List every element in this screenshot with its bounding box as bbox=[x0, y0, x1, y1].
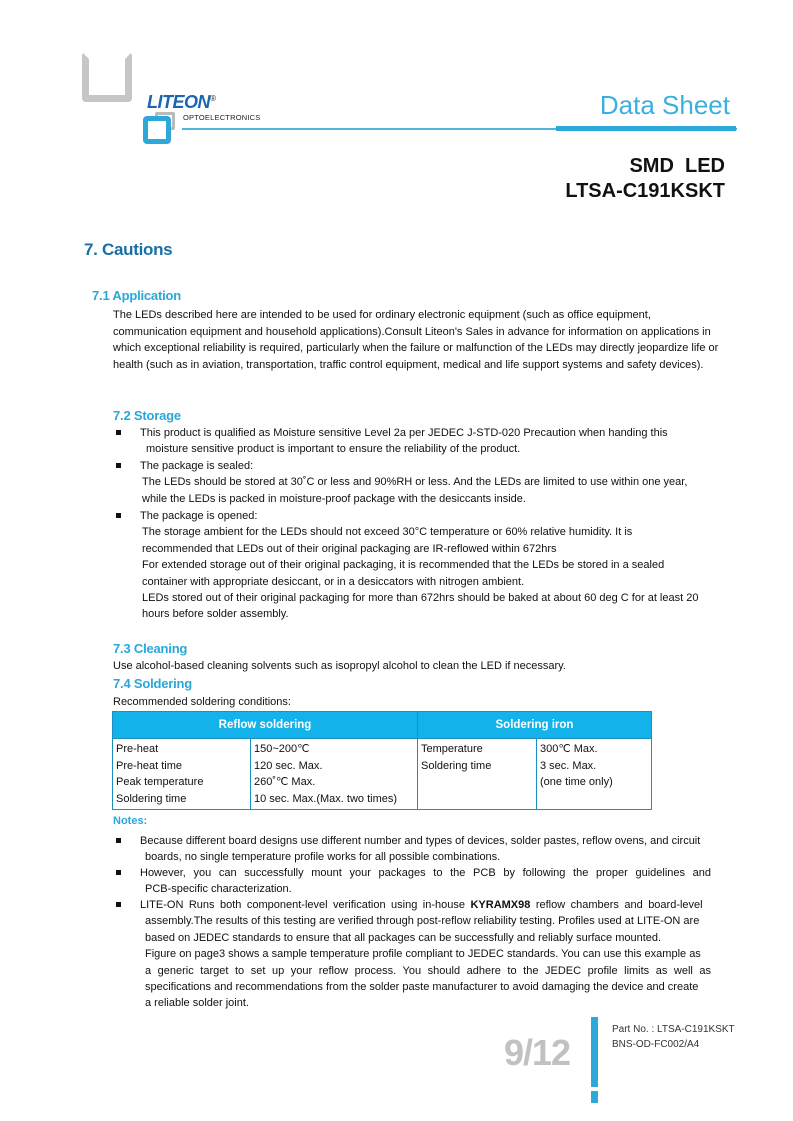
footer-info bbox=[612, 1022, 735, 1052]
note-text: reflow chambers and board-level bbox=[530, 899, 703, 911]
bullet-icon bbox=[116, 838, 121, 843]
notes-label: Notes: bbox=[113, 815, 148, 827]
storage-heading: 7.2 Storage bbox=[113, 408, 181, 423]
note-line bbox=[140, 897, 718, 913]
table-cell-value: 150~200℃ bbox=[254, 743, 310, 755]
note-item bbox=[140, 865, 718, 898]
storage-line: container with appropriate desiccant, or in a desiccators with nitrogen ambient. bbox=[142, 575, 525, 588]
storage-line: recommended that LEDs out of their original packaging are IR-reflowed within 672hrs bbox=[142, 542, 557, 555]
table-cell-value: 260˚℃ Max. bbox=[254, 776, 316, 789]
storage-line: This product is qualified as Moisture sensitive Level 2a per JEDEC J-STD-020 Precaution when handing this bbox=[140, 427, 668, 439]
storage-line: The LEDs should be stored at 30˚C or less and 90%RH or less. And the LEDs are limited to use within one year, bbox=[142, 476, 688, 489]
soldering-heading: 7.4 Soldering bbox=[113, 676, 193, 691]
note-line: boards, no single temperature profile works for all possible combinations. bbox=[145, 851, 501, 864]
storage-line: The storage ambient for the LEDs should not exceed 30°C temperature or 60% relative humidity. It is bbox=[142, 526, 633, 539]
storage-line: The package is sealed: bbox=[140, 460, 254, 472]
note-line: a generic target to set up your reflow process. You should adhere to the JEDEC profile limits as well as bbox=[145, 964, 712, 977]
storage-line: hours before solder assembly. bbox=[142, 608, 289, 621]
product-type: SMD LED bbox=[629, 155, 725, 177]
footer-accent-bar bbox=[591, 1091, 598, 1103]
reflow-header: Reflow soldering bbox=[113, 712, 418, 739]
table-cell-label: Peak temperature bbox=[116, 776, 204, 789]
reflow-labels-cell bbox=[113, 739, 251, 810]
bullet-icon bbox=[116, 463, 121, 468]
iron-values-cell bbox=[537, 739, 652, 810]
note-line: based on JEDEC standards to ensure that all packages can be successfully and reliably surface mounted. bbox=[145, 931, 662, 944]
footer-accent-bar bbox=[591, 1017, 598, 1087]
bullet-icon bbox=[116, 870, 121, 875]
note-line: specifications and recommendations from the solder paste manufacturer to avoid damaging the device and create bbox=[145, 981, 699, 994]
part-number: LTSA-C191KSKT bbox=[565, 180, 725, 202]
note-item bbox=[140, 833, 718, 866]
note-line: PCB-specific characterization. bbox=[145, 883, 292, 896]
bullet-icon bbox=[116, 902, 121, 907]
bullet-icon bbox=[116, 513, 121, 518]
table-cell-label: Soldering time bbox=[421, 759, 492, 772]
table-cell-value: (one time only) bbox=[540, 776, 613, 789]
reflow-values-cell bbox=[251, 739, 418, 810]
note-text: LITE-ON Runs both component-level verification using in-house bbox=[140, 899, 471, 911]
header-rule-accent bbox=[556, 126, 736, 131]
logo-gray-square bbox=[82, 52, 132, 102]
note-line: assembly.The results of this testing are verified through post-reflow reliability testing. Profiles used at LITE-ON are bbox=[145, 915, 700, 928]
cleaning-heading: 7.3 Cleaning bbox=[113, 641, 188, 656]
table-cell-value: 120 sec. Max. bbox=[254, 759, 323, 772]
note-line: However, you can successfully mount your packages to the PCB by following the proper guidelines and bbox=[140, 867, 712, 879]
footer-doc-code: BNS-OD-FC002/A4 bbox=[612, 1039, 700, 1050]
note-line: a reliable solder joint. bbox=[145, 997, 249, 1010]
table-row bbox=[113, 739, 652, 810]
storage-line: while the LEDs is packed in moisture-proof package with the desiccants inside. bbox=[142, 492, 526, 505]
storage-item bbox=[140, 508, 730, 623]
table-cell-label: Pre-heat time bbox=[116, 759, 183, 772]
soldering-table bbox=[112, 711, 652, 810]
storage-line: moisture sensitive product is important to ensure the reliability of the product. bbox=[146, 443, 521, 456]
bullet-icon bbox=[116, 430, 121, 435]
storage-line: LEDs stored out of their original packaging for more than 672hrs should be baked at about 60 deg C for at least 20 bbox=[142, 592, 699, 605]
table-cell-value: 300℃ Max. bbox=[540, 743, 598, 755]
storage-line: The package is opened: bbox=[140, 510, 258, 522]
table-cell-label: Temperature bbox=[421, 743, 483, 755]
registered-mark: ® bbox=[210, 94, 216, 103]
note-item bbox=[140, 897, 718, 1012]
section-title: 7. Cautions bbox=[84, 240, 173, 259]
soldering-intro: Recommended soldering conditions: bbox=[113, 696, 291, 708]
note-line: Figure on page3 shows a sample temperature profile compliant to JEDEC standards. You can use this example as bbox=[145, 948, 701, 961]
application-heading: 7.1 Application bbox=[92, 288, 181, 303]
note-line: Because different board designs use different number and types of devices, solder pastes, reflow ovens, and circuit bbox=[140, 835, 701, 847]
product-title bbox=[470, 154, 725, 204]
application-text: The LEDs described here are intended to be used for ordinary electronic equipment (such as office equipment, communication equipment and household applications).Consult Liteon's Sales in advance for information on applications in which exceptional reliability is required, particularly when the failure or malfunction of the LEDs may directly jeopardize life or health (such as in aviation, transportation, traffic control equipment, medical and life support systems and safety devices). bbox=[113, 309, 719, 371]
chamber-model: KYRAMX98 bbox=[470, 899, 531, 911]
storage-item bbox=[140, 458, 730, 507]
cleaning-text: Use alcohol-based cleaning solvents such as isopropyl alcohol to clean the LED if necessary. bbox=[113, 660, 566, 672]
table-cell-value: 3 sec. Max. bbox=[540, 759, 597, 772]
storage-line: For extended storage out of their original packaging, it is recommended that the LEDs be stored in a sealed bbox=[142, 559, 665, 572]
table-header-row bbox=[113, 712, 652, 739]
iron-header: Soldering iron bbox=[418, 712, 652, 739]
table-cell-value: 10 sec. Max.(Max. two times) bbox=[254, 792, 398, 805]
doc-type-title: Data Sheet bbox=[599, 90, 730, 120]
table-cell-label: Pre-heat bbox=[116, 743, 159, 755]
brand-logo bbox=[147, 92, 215, 113]
iron-labels-cell bbox=[418, 739, 537, 810]
page-number: 9/12 bbox=[504, 1032, 571, 1073]
logo-blue-square bbox=[143, 116, 171, 144]
brand-name: LITEON bbox=[147, 92, 210, 112]
storage-item bbox=[140, 425, 730, 458]
table-cell-label: Soldering time bbox=[116, 792, 187, 805]
footer-part-no: Part No. : LTSA-C191KSKT bbox=[612, 1024, 735, 1035]
brand-subtitle: OPTOELECTRONICS bbox=[183, 113, 261, 122]
